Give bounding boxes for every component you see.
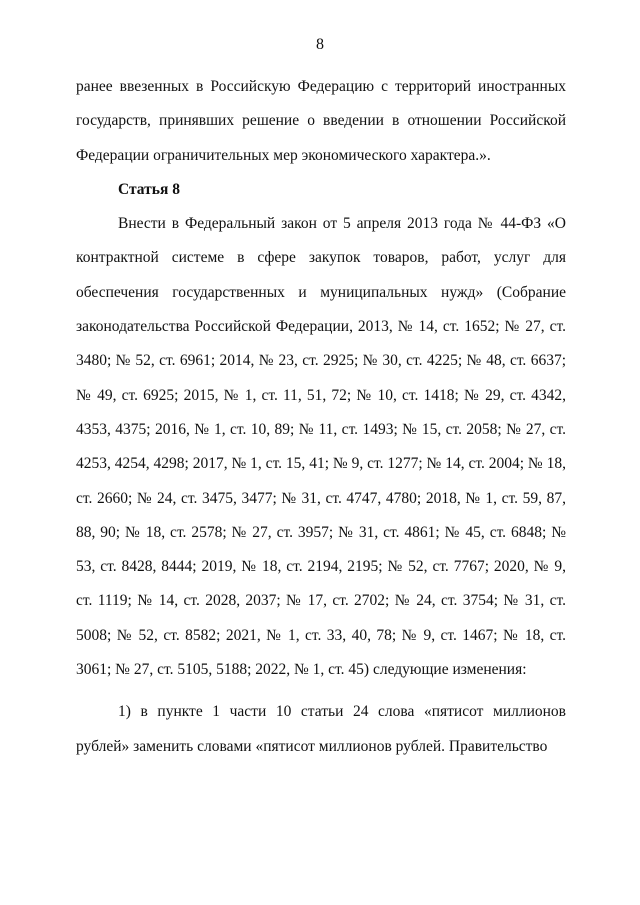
document-body	[76, 70, 566, 764]
article-heading: Статья 8	[118, 180, 180, 198]
paragraph-amendment-intro: Внести в Федеральный закон от 5 апреля 2013 года № 44-ФЗ «О контрактной системе в сфере закупок товаров, работ, услуг для обеспечения государственных и муниципальных нужд» (Собрание законодательства Российской Федерации, 2013, № 14, ст. 1652; № 27, ст. 3480; № 52, ст. 6961; 2014, № 23, ст. 2925; № 30, ст. 4225; № 48, ст. 6637; № 49, ст. 6925; 2015, № 1, ст. 11, 51, 72; № 10, ст. 1418; № 29, ст. 4342, 4353, 4375; 2016, № 1, ст. 10, 89; № 11, ст. 1493; № 15, ст. 2058; № 27, ст. 4253, 4254, 4298; 2017, № 1, ст. 15, 41; № 9, ст. 1277; № 14, ст. 2004; № 18, ст. 2660; № 24, ст. 3475, 3477; № 31, ст. 4747, 4780; 2018, № 1, ст. 59, 87, 88, 90; № 18, ст. 2578; № 27, ст. 3957; № 31, ст. 4861; № 45, ст. 6848; № 53, ст. 8428, 8444; 2019, № 18, ст. 2194, 2195; № 52, ст. 7767; 2020, № 9, ст. 1119; № 14, ст. 2028, 2037; № 17, ст. 2702; № 24, ст. 3754; № 31, ст. 5008; № 52, ст. 8582; 2021, № 1, ст. 33, 40, 78; № 9, ст. 1467; № 18, ст. 3061; № 27, ст. 5105, 5188; 2022, № 1, ст. 45) следующие изменения:	[76, 215, 566, 679]
page-number: 8	[316, 36, 324, 53]
paragraph-continuation: ранее ввезенных в Российскую Федерацию с территорий иностранных государств, принявших решение о введении в отношении Российской Федерации ограничительных мер экономического характера.».	[76, 78, 566, 164]
paragraph-item-1: 1) в пункте 1 части 10 статьи 24 слова «пятисот миллионов рублей» заменить словами «пятисот миллионов рублей. Правительство	[76, 703, 566, 755]
